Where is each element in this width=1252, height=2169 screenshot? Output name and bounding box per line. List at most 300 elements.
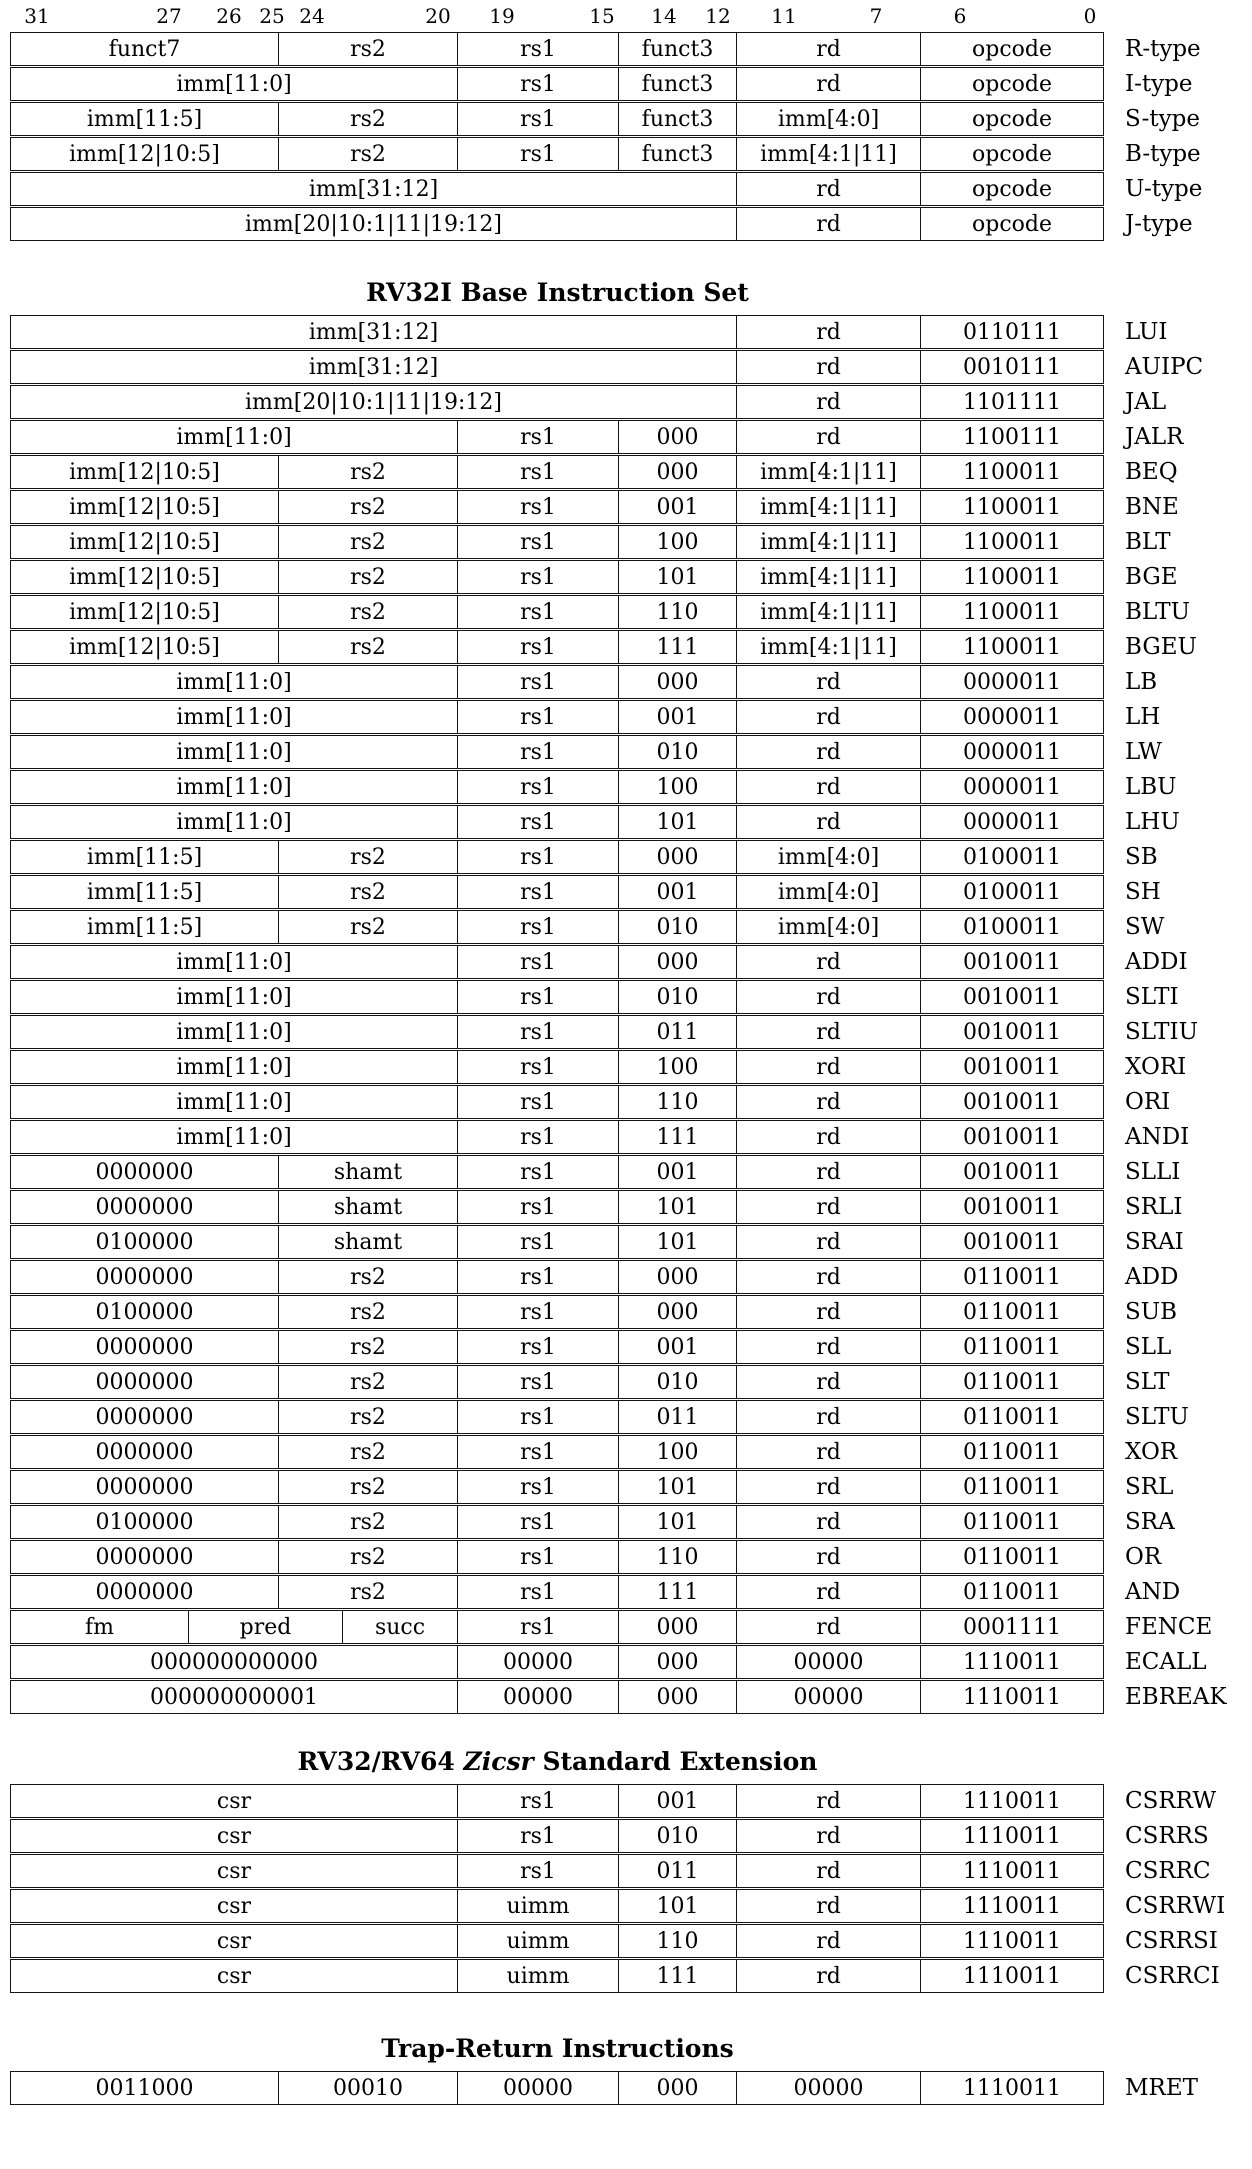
field-cell: imm[4:0]: [737, 876, 921, 908]
field-cell: rd: [737, 33, 921, 65]
field-cell: opcode: [972, 176, 1052, 202]
insn-label: CSRRC: [1125, 1858, 1211, 1884]
field-cell: rd: [737, 1296, 921, 1328]
field-cell: 0000000: [11, 1156, 279, 1188]
field-cell: fm: [11, 1611, 189, 1643]
field-cell: imm[12|10:5]: [11, 491, 279, 523]
bit-index-label: 19: [489, 4, 515, 28]
insn-label: SRA: [1125, 1509, 1175, 1535]
field-cell: 000000000000: [11, 1646, 458, 1678]
bit-fields: [10, 630, 1104, 664]
field-cell: rd: [737, 1261, 921, 1293]
field-cell: rd: [737, 1925, 921, 1957]
field-cell: 0010011: [963, 1124, 1061, 1150]
field-cell: rd: [737, 701, 921, 733]
field-cell: rs1: [458, 1436, 619, 1468]
field-cell: 0010011: [963, 1229, 1061, 1255]
field-cell: rs2: [279, 33, 458, 65]
insn-row: [10, 665, 1252, 699]
insn-row: [10, 1155, 1252, 1189]
field-cell: rs1: [458, 1401, 619, 1433]
field-cell: 1100011: [963, 459, 1061, 485]
field-cell: imm[11:0]: [11, 806, 458, 838]
field-cell: rs1: [458, 981, 619, 1013]
field-cell: rs2: [279, 1366, 458, 1398]
bit-fields: [10, 172, 1104, 206]
field-cell: uimm: [458, 1890, 619, 1922]
field-cell: 0110011: [963, 1474, 1061, 1500]
field-cell: imm[4:1|11]: [737, 138, 921, 170]
field-cell: 1110011: [963, 1649, 1061, 1675]
insn-label: SLT: [1125, 1369, 1170, 1395]
bit-fields: [10, 1400, 1104, 1434]
bit-index-label: 25: [259, 4, 285, 28]
field-cell: 000: [619, 1261, 737, 1293]
field-cell: 100: [619, 526, 737, 558]
insn-label: SUB: [1125, 1299, 1178, 1325]
field-cell: 001: [619, 876, 737, 908]
bit-fields: [10, 1120, 1104, 1154]
field-cell: imm[4:1|11]: [737, 456, 921, 488]
field-cell: 001: [619, 1156, 737, 1188]
bit-fields: [10, 1540, 1104, 1574]
insn-label: SLLI: [1125, 1159, 1181, 1185]
field-cell: 101: [619, 1226, 737, 1258]
bit-index-label: 26: [216, 4, 242, 28]
field-cell: rs2: [279, 1261, 458, 1293]
insn-label: J-type: [1125, 211, 1193, 237]
insn-row: [10, 630, 1252, 664]
bit-fields: [10, 1435, 1104, 1469]
field-cell: 010: [619, 981, 737, 1013]
field-cell: funct3: [619, 103, 737, 135]
field-cell: 001: [619, 1785, 737, 1817]
bit-fields: [10, 102, 1104, 136]
insn-label: AND: [1125, 1579, 1181, 1605]
field-cell: rs1: [458, 1156, 619, 1188]
bit-fields: [10, 1610, 1104, 1644]
bit-fields: [10, 1854, 1104, 1888]
field-cell: rs1: [458, 876, 619, 908]
insn-label: SRLI: [1125, 1194, 1183, 1220]
field-cell: rd: [737, 771, 921, 803]
field-cell: 111: [619, 1576, 737, 1608]
field-cell: 0011000: [11, 2072, 279, 2104]
field-cell: 0010011: [963, 949, 1061, 975]
field-cell: rd: [737, 1226, 921, 1258]
field-cell: imm[11:0]: [11, 1086, 458, 1118]
field-cell: csr: [11, 1960, 458, 1992]
bit-fields: [10, 1470, 1104, 1504]
field-cell: 1110011: [963, 1963, 1061, 1989]
field-cell: rs1: [458, 1611, 619, 1643]
field-cell: pred: [189, 1611, 343, 1643]
field-cell: imm[20|10:1|11|19:12]: [11, 208, 737, 240]
field-cell: rd: [737, 666, 921, 698]
insn-label: LH: [1125, 704, 1161, 730]
insn-row: [10, 805, 1252, 839]
field-cell: 0100000: [11, 1296, 279, 1328]
insn-row: [10, 1610, 1252, 1644]
field-cell: rd: [737, 351, 921, 383]
insn-row: [10, 595, 1252, 629]
field-cell: 0010011: [963, 1019, 1061, 1045]
field-cell: imm[11:0]: [11, 666, 458, 698]
insn-row: [10, 1015, 1252, 1049]
insn-label: BNE: [1125, 494, 1179, 520]
field-cell: 000: [619, 2072, 737, 2104]
field-cell: imm[11:5]: [11, 103, 279, 135]
insn-label: S-type: [1125, 106, 1200, 132]
insn-label: SLTIU: [1125, 1019, 1198, 1045]
field-cell: rd: [737, 1506, 921, 1538]
field-cell: 0100000: [11, 1226, 279, 1258]
section-title-text: Trap-Return Instructions: [381, 2034, 734, 2063]
field-cell: 0010111: [963, 354, 1061, 380]
bit-fields: [10, 945, 1104, 979]
field-cell: 0100011: [963, 879, 1061, 905]
field-cell: 010: [619, 736, 737, 768]
field-cell: imm[4:1|11]: [737, 631, 921, 663]
insn-row: [10, 350, 1252, 384]
field-cell: 0110011: [963, 1509, 1061, 1535]
field-cell: imm[31:12]: [11, 173, 737, 205]
field-cell: 101: [619, 1191, 737, 1223]
field-cell: rs1: [458, 456, 619, 488]
field-cell: rs1: [458, 68, 619, 100]
bit-fields: [10, 455, 1104, 489]
bit-fields: [10, 1365, 1104, 1399]
field-cell: 00000: [737, 1681, 921, 1713]
insn-row: [10, 1365, 1252, 1399]
bit-fields: [10, 32, 1104, 66]
field-cell: imm[4:1|11]: [737, 526, 921, 558]
field-cell: 00000: [458, 2072, 619, 2104]
insn-label: ADDI: [1125, 949, 1188, 975]
field-cell: rs2: [279, 876, 458, 908]
field-cell: imm[11:0]: [11, 771, 458, 803]
insn-label: ADD: [1125, 1264, 1179, 1290]
bit-fields: [10, 1505, 1104, 1539]
section-title-zicsr: [10, 1748, 1105, 1776]
field-cell: rd: [737, 1541, 921, 1573]
field-cell: 0110011: [963, 1404, 1061, 1430]
field-cell: rs1: [458, 138, 619, 170]
bit-index-label: 27: [156, 4, 182, 28]
bit-fields: [10, 700, 1104, 734]
insn-row: [10, 1505, 1252, 1539]
insn-label: SRAI: [1125, 1229, 1184, 1255]
field-cell: rs1: [458, 1226, 619, 1258]
field-cell: rd: [737, 1855, 921, 1887]
field-cell: 0000000: [11, 1401, 279, 1433]
bit-fields: [10, 1085, 1104, 1119]
bit-fields: [10, 735, 1104, 769]
field-cell: 0100011: [963, 914, 1061, 940]
insn-label: ECALL: [1125, 1649, 1207, 1675]
field-cell: rs2: [279, 1576, 458, 1608]
insn-row: [10, 1889, 1252, 1923]
bit-fields: [10, 420, 1104, 454]
field-cell: 1110011: [963, 1893, 1061, 1919]
field-cell: funct3: [619, 68, 737, 100]
insn-label: MRET: [1125, 2075, 1198, 2101]
field-cell: rs1: [458, 526, 619, 558]
bit-index-label: 24: [299, 4, 325, 28]
bit-index-label: 20: [425, 4, 451, 28]
bit-index-ruler: [10, 5, 1105, 32]
field-cell: 000: [619, 841, 737, 873]
insn-label: AUIPC: [1125, 354, 1204, 380]
field-cell: 0010011: [963, 1159, 1061, 1185]
field-cell: 00000: [458, 1681, 619, 1713]
field-cell: 1100111: [963, 424, 1061, 450]
rv32i-instruction-table: [10, 315, 1252, 1714]
bit-fields: [10, 207, 1104, 241]
field-cell: 000: [619, 456, 737, 488]
field-cell: funct3: [619, 138, 737, 170]
field-cell: imm[11:0]: [11, 981, 458, 1013]
field-cell: 1110011: [963, 1684, 1061, 1710]
field-cell: rs2: [279, 631, 458, 663]
field-cell: 0110111: [963, 319, 1061, 345]
field-cell: 0000011: [963, 739, 1061, 765]
insn-row: [10, 1784, 1252, 1818]
field-cell: imm[11:5]: [11, 911, 279, 943]
bit-fields: [10, 595, 1104, 629]
bit-fields: [10, 1155, 1104, 1189]
bit-fields: [10, 1050, 1104, 1084]
field-cell: 1100011: [963, 529, 1061, 555]
insn-row: [10, 1924, 1252, 1958]
field-cell: imm[20|10:1|11|19:12]: [11, 386, 737, 418]
field-cell: 00000: [737, 1646, 921, 1678]
field-cell: 100: [619, 771, 737, 803]
insn-label: SB: [1125, 844, 1158, 870]
field-cell: rd: [737, 1960, 921, 1992]
bit-fields: [10, 875, 1104, 909]
field-cell: rs2: [279, 911, 458, 943]
bit-fields: [10, 910, 1104, 944]
field-cell: rd: [737, 981, 921, 1013]
bit-fields: [10, 1924, 1104, 1958]
field-cell: rd: [737, 1366, 921, 1398]
insn-label: CSRRWI: [1125, 1893, 1226, 1919]
field-cell: 0010011: [963, 984, 1061, 1010]
insn-row: [10, 875, 1252, 909]
field-cell: 0110011: [963, 1334, 1061, 1360]
field-cell: 000: [619, 666, 737, 698]
field-cell: rd: [737, 1401, 921, 1433]
insn-row: [10, 420, 1252, 454]
insn-label: ORI: [1125, 1089, 1171, 1115]
zicsr-title-italic: Zicsr: [463, 1747, 534, 1776]
field-cell: opcode: [972, 71, 1052, 97]
field-cell: rs1: [458, 596, 619, 628]
bit-fields: [10, 350, 1104, 384]
insn-label: XOR: [1125, 1439, 1178, 1465]
insn-row: [10, 32, 1252, 66]
insn-row: [10, 980, 1252, 1014]
field-cell: imm[12|10:5]: [11, 561, 279, 593]
field-cell: imm[4:1|11]: [737, 596, 921, 628]
zicsr-title-prefix: RV32/RV64: [297, 1747, 464, 1776]
field-cell: imm[4:1|11]: [737, 561, 921, 593]
field-cell: imm[11:0]: [11, 421, 458, 453]
insn-row: [10, 1854, 1252, 1888]
bit-fields: [10, 137, 1104, 171]
field-cell: 1100011: [963, 634, 1061, 660]
insn-label: SLTU: [1125, 1404, 1189, 1430]
field-cell: 0000000: [11, 1541, 279, 1573]
field-cell: rs1: [458, 1785, 619, 1817]
bit-fields: [10, 1645, 1104, 1679]
insn-label: I-type: [1125, 71, 1193, 97]
field-cell: rs2: [279, 1331, 458, 1363]
field-cell: csr: [11, 1925, 458, 1957]
field-cell: imm[4:0]: [737, 841, 921, 873]
insn-label: CSRRSI: [1125, 1928, 1218, 1954]
field-cell: csr: [11, 1820, 458, 1852]
field-cell: rd: [737, 1121, 921, 1153]
field-cell: rd: [737, 1471, 921, 1503]
field-cell: 0110011: [963, 1579, 1061, 1605]
field-cell: imm[4:0]: [737, 911, 921, 943]
insn-row: [10, 910, 1252, 944]
field-cell: rs1: [458, 666, 619, 698]
field-cell: 0000000: [11, 1576, 279, 1608]
field-cell: 000: [619, 1646, 737, 1678]
field-cell: 101: [619, 561, 737, 593]
bit-fields: [10, 1680, 1104, 1714]
insn-row: [10, 1575, 1252, 1609]
field-cell: csr: [11, 1785, 458, 1817]
field-cell: rs1: [458, 946, 619, 978]
field-cell: rs1: [458, 1366, 619, 1398]
insn-label: SRL: [1125, 1474, 1174, 1500]
insn-row: [10, 102, 1252, 136]
trap-return-instruction-table: [10, 2071, 1252, 2105]
field-cell: rs2: [279, 1401, 458, 1433]
insn-row: [10, 945, 1252, 979]
insn-label: EBREAK: [1125, 1684, 1227, 1710]
field-cell: uimm: [458, 1960, 619, 1992]
field-cell: 110: [619, 1541, 737, 1573]
field-cell: rs1: [458, 1541, 619, 1573]
field-cell: imm[11:0]: [11, 1051, 458, 1083]
field-cell: rs2: [279, 491, 458, 523]
field-cell: 0100011: [963, 844, 1061, 870]
field-cell: rs2: [279, 103, 458, 135]
field-cell: 0000011: [963, 669, 1061, 695]
insn-row: [10, 1120, 1252, 1154]
field-cell: rd: [737, 1436, 921, 1468]
insn-row: [10, 840, 1252, 874]
insn-label: JAL: [1125, 389, 1167, 415]
field-cell: 010: [619, 1366, 737, 1398]
field-cell: rs1: [458, 103, 619, 135]
field-cell: 010: [619, 1820, 737, 1852]
field-cell: opcode: [972, 106, 1052, 132]
field-cell: imm[11:0]: [11, 68, 458, 100]
field-cell: rs2: [279, 138, 458, 170]
bit-index-label: 6: [953, 4, 967, 28]
bit-fields: [10, 1575, 1104, 1609]
insn-label: BEQ: [1125, 459, 1178, 485]
insn-row: [10, 455, 1252, 489]
field-cell: 00010: [279, 2072, 458, 2104]
field-cell: 000: [619, 1296, 737, 1328]
field-cell: imm[11:0]: [11, 1016, 458, 1048]
field-cell: rd: [737, 1191, 921, 1223]
field-cell: 0000000: [11, 1191, 279, 1223]
field-cell: 0010011: [963, 1054, 1061, 1080]
field-cell: imm[11:5]: [11, 876, 279, 908]
insn-label: JALR: [1125, 424, 1184, 450]
bit-fields: [10, 1295, 1104, 1329]
field-cell: imm[11:0]: [11, 701, 458, 733]
field-cell: rs2: [279, 1506, 458, 1538]
bit-fields: [10, 2071, 1104, 2105]
field-cell: 0000000: [11, 1261, 279, 1293]
insn-label: SW: [1125, 914, 1165, 940]
field-cell: rs1: [458, 1121, 619, 1153]
field-cell: 000000000001: [11, 1681, 458, 1713]
bit-fields: [10, 980, 1104, 1014]
field-cell: 110: [619, 1925, 737, 1957]
field-cell: rd: [737, 1611, 921, 1643]
field-cell: 1101111: [963, 389, 1061, 415]
insn-row: [10, 1470, 1252, 1504]
field-cell: 1110011: [963, 1788, 1061, 1814]
field-cell: rs1: [458, 1506, 619, 1538]
insn-row: [10, 735, 1252, 769]
insn-row: [10, 385, 1252, 419]
bit-fields: [10, 1225, 1104, 1259]
zicsr-title-suffix: Standard Extension: [533, 1747, 818, 1776]
insn-label: LB: [1125, 669, 1158, 695]
insn-label: SLL: [1125, 1334, 1172, 1360]
field-cell: rd: [737, 1051, 921, 1083]
field-cell: rs1: [458, 1331, 619, 1363]
field-cell: imm[31:12]: [11, 316, 737, 348]
insn-label: OR: [1125, 1544, 1162, 1570]
insn-label: ANDI: [1125, 1124, 1190, 1150]
field-cell: rs1: [458, 911, 619, 943]
insn-row: [10, 1050, 1252, 1084]
bit-fields: [10, 840, 1104, 874]
field-cell: rs1: [458, 806, 619, 838]
field-cell: 011: [619, 1855, 737, 1887]
bit-fields: [10, 1260, 1104, 1294]
field-cell: opcode: [972, 211, 1052, 237]
field-cell: imm[11:0]: [11, 736, 458, 768]
insn-row: [10, 1260, 1252, 1294]
field-cell: rs1: [458, 736, 619, 768]
field-cell: 101: [619, 806, 737, 838]
field-cell: imm[11:0]: [11, 946, 458, 978]
field-cell: rs1: [458, 1191, 619, 1223]
insn-label: BLT: [1125, 529, 1171, 555]
insn-label: CSRRCI: [1125, 1963, 1220, 1989]
insn-row: [10, 1540, 1252, 1574]
field-cell: imm[11:5]: [11, 841, 279, 873]
field-cell: 0100000: [11, 1506, 279, 1538]
bit-index-label: 14: [651, 4, 677, 28]
field-cell: imm[31:12]: [11, 351, 737, 383]
bit-fields: [10, 665, 1104, 699]
bit-fields: [10, 525, 1104, 559]
